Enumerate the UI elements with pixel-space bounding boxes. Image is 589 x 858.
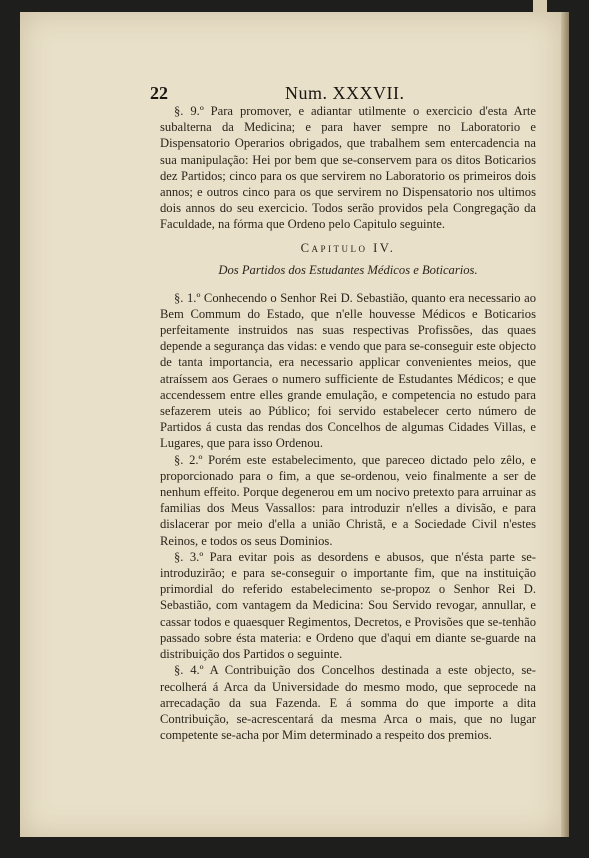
paragraph-1: §. 1.º Conhecendo o Senhor Rei D. Sebastião, quanto era necessario ao Bem Commum do Estado, que n'elle houvesse Médicos e Boticarios perfeitamente instruidos nas suas respectivas Profissões, das quaes depende a segurança das vidas: e vendo que para se-conseguir este objecto de tanta importancia, era necessario applicar convenientes meios, que atraíssem aos Geraes o numero sufficiente de Estudantes Médicos; e que accendessem entre elles grande emulação, e competencia no estudo para sefazerem uteis ao Público; foi servido estabelecer certo número de Partidos á custa das rendas dos Concelhos de algumas Cidades Villas, e Lugares, que para isso Ordenou.	[160, 290, 536, 451]
running-title: Num. XXXVII.	[285, 83, 405, 103]
page-number: 22	[150, 83, 168, 103]
chapter-title: Capitulo IV.	[300, 240, 396, 255]
chapter-subtitle: Dos Partidos dos Estudantes Médicos e Boticarios.	[218, 262, 478, 277]
paragraph-3: §. 3.º Para evitar pois as desordens e abusos, que n'ésta parte se-introduzirão; e para se-conseguir o importante fim, que na instituição primordial do referido estabelecimento se-propoz o Senhor Rei D. Sebastião, com vantagem da Medicina: Sou Servido revogar, annullar, e cassar todos e quaesquer Regimentos, Decretos, e Provisões que se-tenhão passado sobre ésta materia: e Ordeno que d'aqui em diante se-guarde na distribuição dos Partidos o seguinte.	[160, 549, 536, 662]
paragraph-9: §. 9.º Para promover, e adiantar utilmente o exercicio d'esta Arte subalterna da Medicina; e para haver sempre no Laboratorio e Dispensatorio Operarios obrigados, que trabalhem sem entercadencia na sua manipulação: Hei por bem que se-conservem para os ditos Boticarios dez Partidos; cinco para os que servirem no Laboratorio os primeiros dois annos; e outros cinco para os que servirem no Dispensatorio nos ultimos dois annos do seu exercicio. Todos serão providos pela Congregação da Faculdade, na fórma que Ordeno pelo Capitulo seguinte.	[160, 104, 536, 232]
paragraph-4: §. 4.º A Contribuição dos Concelhos destinada a este objecto, se-recolherá á Arca da Universidade do mesmo modo, que seprocede na arrecadação da sua Fazenda. E á somma do que importe a dita Contribuição, se-acrescentará da mesma Arca o mais, que no lugar competente se-acha por Mim determinado a respeito dos premios.	[160, 663, 536, 743]
body-text	[160, 103, 536, 743]
paragraph-2: §. 2.º Porém este estabelecimento, que pareceo dictado pelo zêlo, e proporcionado para o fim, a que se-ordenou, veio finalmente a ser de nenhum effeito. Porque degenerou em um nocivo pretexto para arruinar as familias dos Meus Vassallos: para introduzir n'elles a divisão, e para dislacerar por meio d'ella a união Christã, e a Sociedade Civil n'estes Reinos, e todos os seus Dominios.	[160, 452, 536, 548]
page-edge	[561, 12, 569, 837]
